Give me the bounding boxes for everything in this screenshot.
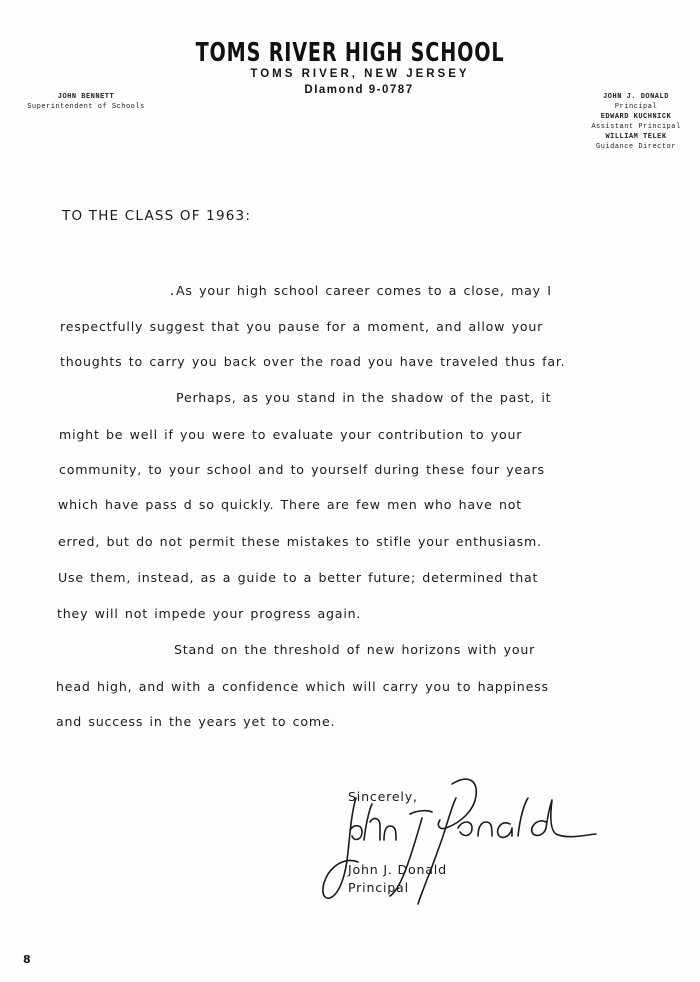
letter-line: which have pass d so quickly. There are few men who have not <box>58 497 522 512</box>
letter-line: thoughts to carry you back over the road you have traveled thus far. <box>60 354 566 369</box>
letter-line: Use them, instead, as a guide to a better future; determined that <box>58 570 539 585</box>
letter-line: Stand on the threshold of new horizons with your <box>174 642 536 657</box>
staff-name: WILLIAM TELEK <box>605 133 667 141</box>
superintendent-block <box>22 93 150 112</box>
closing: Sincerely, <box>348 789 418 804</box>
letter-line: respectfully suggest that you pause for a moment, and allow your <box>60 319 544 334</box>
school-city-state: TOMS RIVER, NEW JERSEY <box>250 68 470 80</box>
staff-entry-principal <box>578 93 694 112</box>
page-number: 8 <box>23 953 31 966</box>
letter-line: they will not impede your progress again. <box>57 606 362 621</box>
letter-line: community, to your school and to yourself during these four years <box>59 462 545 477</box>
staff-name: EDWARD KUCHNICK <box>600 113 672 121</box>
handwritten-signature <box>300 770 600 910</box>
letter-line: head high, and with a confidence which will carry you to happiness <box>56 679 549 694</box>
signer-name: John J. Donald <box>348 862 447 877</box>
letter-line: and success in the years yet to come. <box>56 714 336 729</box>
superintendent-name: JOHN BENNETT <box>57 93 115 101</box>
staff-list <box>578 93 694 153</box>
staff-title: Assistant Principal <box>591 122 681 131</box>
staff-entry-guidance-director <box>578 133 694 152</box>
school-phone: DIamond 9-0787 <box>304 84 414 96</box>
school-name: TOMS RIVER HIGH SCHOOL <box>195 38 505 68</box>
letter-line: erred, but do not permit these mistakes to stifle your enthusiasm. <box>58 534 542 549</box>
signer-title: Principal <box>348 880 409 895</box>
staff-name: JOHN J. DONALD <box>603 93 669 101</box>
salutation: TO THE CLASS OF 1963: <box>62 208 252 224</box>
staff-entry-assistant-principal <box>578 113 694 132</box>
staff-title: Guidance Director <box>596 142 676 151</box>
superintendent-title: Superintendent of Schools <box>27 102 145 111</box>
letter-line: might be well if you were to evaluate your contribution to your <box>59 427 523 442</box>
staff-title: Principal <box>614 102 658 111</box>
print-speck <box>171 293 173 295</box>
letter-line: Perhaps, as you stand in the shadow of the past, it <box>176 390 552 405</box>
letter-line: As your high school career comes to a close, may I <box>176 283 552 298</box>
